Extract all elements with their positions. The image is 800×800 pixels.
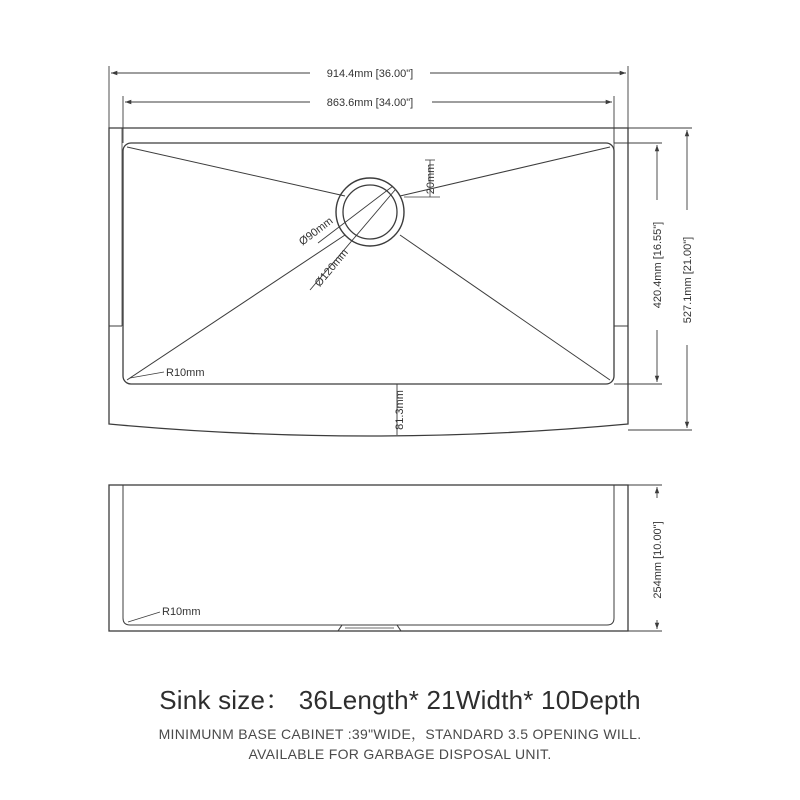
side-bowl-bottom: [123, 618, 614, 625]
drain-inner-ring: [343, 185, 397, 239]
drain-outer-diameter-label: Ø120mm: [312, 246, 351, 290]
drain-offset-label: 20mm: [425, 163, 437, 195]
sink-outer-outline: [109, 128, 628, 436]
apron-label: 81.3mm: [394, 390, 406, 430]
bowl-length-label: 420.4mm [16.55"]: [652, 221, 664, 309]
depth-label: 254mm [10.00"]: [652, 521, 664, 599]
outer-width-label: 914.4mm [36.00"]: [326, 68, 414, 80]
sink-size-title: Sink size： 36Length* 21Width* 10Depth: [159, 685, 641, 715]
top-view: [109, 128, 628, 436]
length-dimensions: [397, 128, 692, 435]
total-length-label: 527.1mm [21.00"]: [682, 236, 694, 324]
corner-radius-side-label: R10mm: [162, 606, 201, 618]
corner-radius-top-label: R10mm: [166, 367, 205, 379]
cabinet-note-line-2: AVAILABLE FOR GARBAGE DISPOSAL UNIT.: [248, 746, 552, 762]
drain-inner-diameter-label: Ø90mm: [296, 215, 336, 249]
inner-width-label: 863.6mm [34.00"]: [326, 97, 414, 109]
sink-bowl-outline: [123, 143, 614, 384]
cabinet-note-line-1: MINIMUNM BASE CABINET :39"WIDE，STANDARD 3.5 OPENING WILL.: [158, 726, 642, 742]
drain-outer-ring: [336, 178, 404, 246]
